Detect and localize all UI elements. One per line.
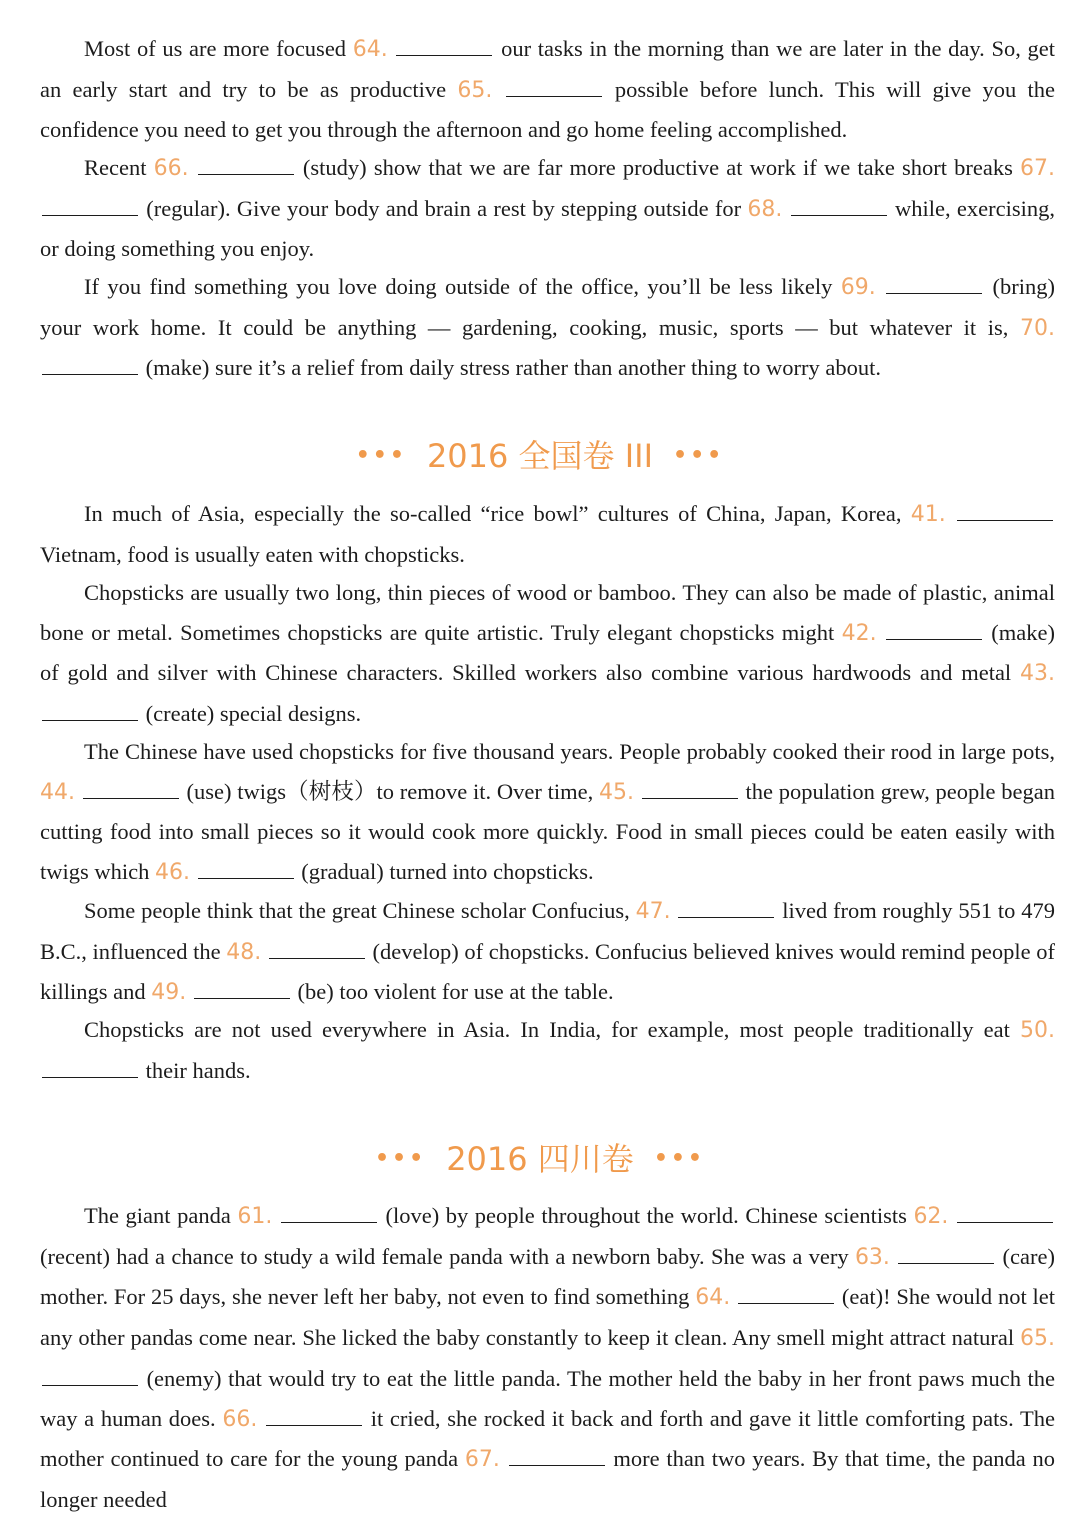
section-title: 2016 四川卷 xyxy=(446,1140,634,1178)
answer-blank[interactable] xyxy=(396,38,492,56)
paragraph-text: (be) too violent for use at the table. xyxy=(291,979,614,1005)
question-number: 67. xyxy=(1020,156,1056,181)
paragraph-text: (study) show that we are far more productive at work if we take short breaks xyxy=(295,155,1021,180)
paragraph-text: (create) special designs. xyxy=(140,701,362,727)
answer-blank[interactable] xyxy=(886,276,982,294)
section-heading xyxy=(0,434,1080,476)
paragraph-text: (love) by people throughout the world. Chinese scientists xyxy=(378,1203,914,1228)
answer-blank[interactable] xyxy=(83,781,179,799)
paragraph-text: If you find something you love doing outside of the office, you’ll be less likely xyxy=(84,274,841,299)
answer-blank[interactable] xyxy=(509,1448,605,1466)
heading-dots-right: ••• xyxy=(673,443,725,468)
question-number: 67. xyxy=(464,1447,500,1473)
question-number: 65. xyxy=(457,77,493,103)
paragraph xyxy=(40,267,1055,388)
answer-blank[interactable] xyxy=(791,198,887,216)
question-number: 47. xyxy=(635,899,671,924)
paragraph-text: Some people think that the great Chinese scholar Confucius, xyxy=(84,898,636,923)
answer-blank[interactable] xyxy=(957,503,1053,521)
paragraph-text: (recent) had a chance to study a wild female panda with a newborn baby. She was a very xyxy=(40,1243,855,1269)
answer-blank[interactable] xyxy=(194,981,290,999)
paragraph-text: Chopsticks are usually two long, thin pieces of wood or bamboo. They can also be made of plastic, animal bone or metal. Sometimes chopsticks are quite artistic. Truly elegant chopsticks might xyxy=(40,580,1055,645)
paragraph-text: (care) mother. For 25 days, she never left her baby, not even to find something xyxy=(40,1243,1055,1310)
paragraph-text: (use) twigs（树枝）to remove it. Over time, xyxy=(180,778,599,804)
paragraph-text: Vietnam, food is usually eaten with chopsticks. xyxy=(40,541,465,567)
question-number: 44. xyxy=(40,779,75,805)
answer-blank[interactable] xyxy=(506,79,602,97)
question-number: 70. xyxy=(1020,315,1055,341)
paragraph xyxy=(40,1010,1055,1090)
paragraph-text: it cried, she rocked it back and forth and gave it little comforting pats. The mother continued to care for the young panda xyxy=(40,1405,1056,1472)
question-number: 61. xyxy=(237,1204,273,1229)
heading-dots-left: ••• xyxy=(355,443,407,468)
question-number: 49. xyxy=(151,980,187,1006)
question-number: 42. xyxy=(841,620,877,646)
paragraph-text: The giant panda xyxy=(84,1203,238,1228)
paragraph xyxy=(40,732,1055,893)
question-number: 41. xyxy=(910,502,946,527)
answer-blank[interactable] xyxy=(266,1408,362,1426)
paragraph-text: (regular). Give your body and brain a rest by stepping outside for xyxy=(140,195,748,221)
paragraph xyxy=(40,891,1055,1013)
answer-blank[interactable] xyxy=(269,941,365,959)
answer-blank[interactable] xyxy=(898,1246,994,1264)
question-number: 68. xyxy=(747,196,783,222)
question-number: 66. xyxy=(222,1406,258,1432)
paragraph-text: Chopsticks are not used everywhere in Asia. In India, for example, most people traditionally eat xyxy=(84,1017,1020,1042)
question-number: 45. xyxy=(598,779,634,805)
paragraph-text: Most of us are more focused xyxy=(84,36,353,61)
answer-blank[interactable] xyxy=(957,1205,1053,1223)
paragraph-text: (gradual) turned into chopsticks. xyxy=(295,859,594,885)
answer-blank[interactable] xyxy=(738,1286,834,1304)
section-heading xyxy=(0,1137,1080,1179)
paragraph-text: more than two years. By that time, the panda no longer needed xyxy=(40,1446,1056,1512)
paragraph-text: (enemy) that would try to eat the little panda. The mother held the baby in her front paws much the way a human does. xyxy=(40,1365,1055,1431)
question-number: 63. xyxy=(854,1244,890,1270)
answer-blank[interactable] xyxy=(42,198,138,216)
answer-blank[interactable] xyxy=(281,1205,377,1223)
paragraph-text: our tasks in the morning than we are later in the day. So, get an early start and try to be as productive xyxy=(40,36,1056,102)
paragraph-text: In much of Asia, especially the so-called “rice bowl” cultures of China, Japan, Korea, xyxy=(84,501,911,526)
paragraph-text: (develop) of chopsticks. Confucius believed knives would remind people of killings and xyxy=(40,938,1055,1005)
paragraph-text: Recent xyxy=(84,155,154,180)
question-number: 62. xyxy=(913,1204,949,1229)
question-number: 43. xyxy=(1020,661,1055,687)
question-number: 64. xyxy=(352,37,388,62)
answer-blank[interactable] xyxy=(42,1368,138,1386)
answer-blank[interactable] xyxy=(198,157,294,175)
paragraph-text: their hands. xyxy=(140,1057,251,1083)
answer-blank[interactable] xyxy=(198,861,294,879)
heading-dots-right: ••• xyxy=(653,1146,705,1171)
question-number: 48. xyxy=(226,939,262,965)
answer-blank[interactable] xyxy=(886,622,982,640)
question-number: 46. xyxy=(155,860,190,886)
paragraph xyxy=(40,148,1055,269)
answer-blank[interactable] xyxy=(42,703,138,721)
paragraph-text: possible before lunch. This will give you the confidence you need to get you through the afternoon and go home feeling accomplished. xyxy=(40,76,1055,143)
heading-dots-left: ••• xyxy=(375,1146,427,1171)
paragraph-text: (make) of gold and silver with Chinese characters. Skilled workers also combine various hardwoods and metal xyxy=(40,619,1055,686)
paragraph xyxy=(40,573,1055,734)
paragraph xyxy=(40,29,1055,150)
answer-blank[interactable] xyxy=(678,900,774,918)
paragraph xyxy=(40,1196,1055,1520)
paragraph-text: (eat)! She would not let any other pandas come near. She licked the baby constantly to keep it clean. Any smell might attract natural xyxy=(40,1284,1056,1351)
section-title: 2016 全国卷 III xyxy=(426,437,654,475)
paragraph-text: lived from roughly 551 to 479 B.C., influenced the xyxy=(40,898,1055,964)
question-number: 64. xyxy=(695,1285,731,1311)
paragraph-text: The Chinese have used chopsticks for five thousand years. People probably cooked their rood in large pots, xyxy=(84,739,1055,764)
question-number: 66. xyxy=(153,156,189,181)
answer-blank[interactable] xyxy=(42,1060,138,1078)
question-number: 65. xyxy=(1020,1326,1055,1352)
paragraph xyxy=(40,494,1055,574)
paragraph-text: while, exercising, or doing something you enjoy. xyxy=(40,195,1056,262)
question-number: 50. xyxy=(1020,1018,1055,1043)
paragraph-text: (bring) your work home. It could be anything — gardening, cooking, music, sports — but whatever it is, xyxy=(40,274,1056,340)
question-number: 69. xyxy=(840,275,876,300)
answer-blank[interactable] xyxy=(642,781,738,799)
answer-blank[interactable] xyxy=(42,357,138,375)
paragraph-text: the population grew, people began cutting food into small pieces so it would cook more quickly. Food in small pieces could be eaten easily with twigs which xyxy=(40,778,1055,885)
paragraph-text: (make) sure it’s a relief from daily stress rather than another thing to worry about. xyxy=(140,355,882,381)
